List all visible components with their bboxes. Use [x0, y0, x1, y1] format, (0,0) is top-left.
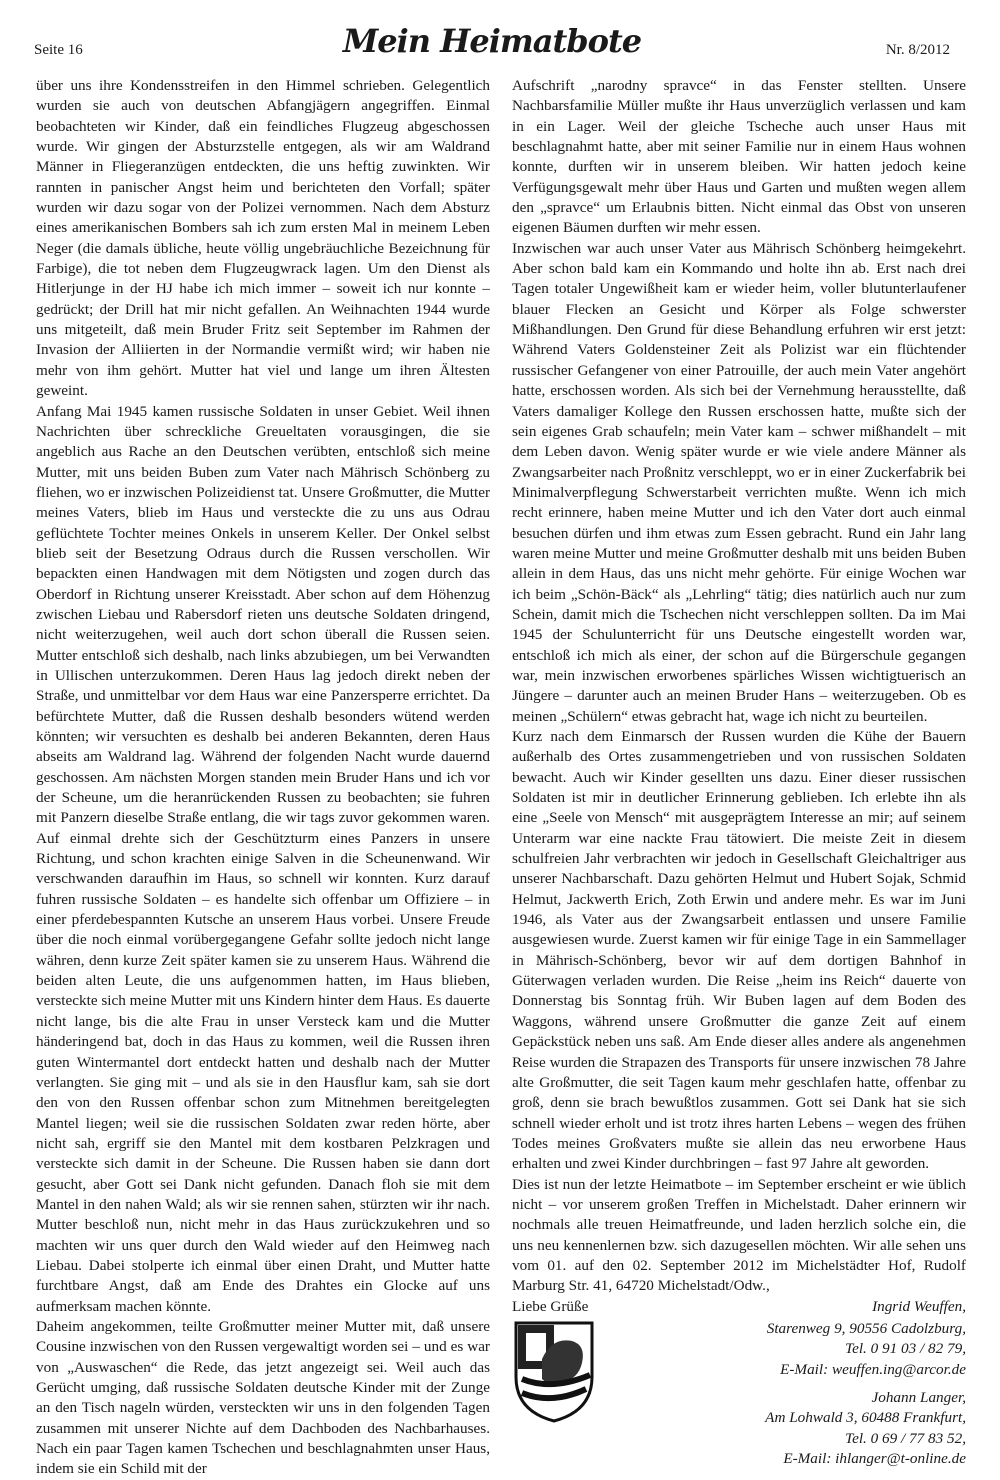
paragraph: über uns ihre Kondensstreifen in den Himmel schrieben. Gelegentlich wurden sie auch von deutschen Abfangjägern angegriffen. Einmal beobachteten wir Kinder, daß ein feindliches Flugzeug abgeschossen wurde. Wir gingen der Absturzstelle entgegen, als wir am Waldrand Männer in Fliegeranzügen entdeckten, die uns heftig zuwinkten. Wir rannten in panischer Angst heim und berichteten den Vorfall; später wurden wir dazu sogar von der Polizei vernommen. Nach dem Absturz eines amerikanischen Bombers sah ich zum ersten Mal in meinem Leben Neger (die damals übliche, heute völlig ungebräuchliche Bezeichnung für Farbige), die tot neben dem Flugzeugwrack lagen. Um den Dienst als Hitlerjunge in der HJ habe ich mich immer – soweit ich nur konnte – gedrückt; der Drill hat mir nicht gefallen. An Weihnachten 1944 wurde uns mitgeteilt, daß mein Bruder Fritz seit September im Rahmen der Invasion der Alliierten in der Normandie vermißt wird; wir haben nie mehr von ihm gehört. Mutter hat viel und lange um ihren Ältesten geweint. [36, 77, 490, 400]
paragraph: Aufschrift „narodny spravce“ in das Fenster stellten. Unsere Nachbarsfamilie Müller mußte ihr Haus unverzüglich verlassen und kam in ein Lager. Weil der gleiche Tscheche auch unser Haus mit beschlagnahmt hatte, aber mit seiner Familie nur in einem Haus wohnen konnte, durften wir in unserem bleiben. Wir hatten jedoch keine Verfügungsgewalt mehr über Haus und Garten und mußten wegen allem den „spravce“ um Erlaubnis bitten. Nicht einmal das Obst von unseren eigenen Bäumen durften wir mehr essen. [512, 77, 966, 237]
signature-name-2: Johann Langer, [871, 1389, 966, 1406]
page-header [34, 22, 950, 66]
contact-details [604, 1319, 966, 1469]
closing-greeting: Liebe Grüße [512, 1297, 589, 1315]
signature-street-2: Am Lohwald 3, 60488 Frankfurt, [765, 1409, 966, 1427]
closing-row [512, 1297, 966, 1317]
signature-tel-2: Tel. 0 69 / 77 83 52, [845, 1429, 966, 1447]
masthead-logo: Mein Heimatbote [342, 22, 642, 60]
page-number: Seite 16 [34, 42, 83, 58]
signature-area [512, 1319, 966, 1469]
signature-email-1[interactable]: E-Mail: weuffen.ing@arcor.de [780, 1360, 966, 1378]
signature-email-2[interactable]: E-Mail: ihlanger@t-online.de [783, 1450, 966, 1468]
issue-number: Nr. 8/2012 [885, 42, 950, 58]
paragraph: Anfang Mai 1945 kamen russische Soldaten in unser Gebiet. Weil ihnen Nachrichten über schreckliche Greueltaten vorausgingen, die sie angeblich aus Rache an den Deutschen verübten, entschloß sich meine Mutter, mit uns beiden Buben zum Vater nach Mährisch Schönberg zu fliehen, wo er inzwischen Polizeidienst tat. Unsere Großmutter, die Mutter meines Vaters, blieb im Haus und versteckte die zu uns aus Odrau geflüchtete Tochter meines Onkels in unserem Keller. Der Onkel selbst blieb seit der Besetzung Odraus durch die Russen verschollen. Wir bepackten einen Handwagen mit dem Nötigsten und zogen durch das Oberdorf in Richtung unserer Kreisstadt. Aber schon auf dem Höhenzug zwischen Liebau und Rabersdorf rieten uns deutsche Soldaten dringend, nicht weiterzugehen, weil auch dort schon überall die Russen seien. Mutter entschloß sich deshalb, nach links abzubiegen, um bei Verwandten in Ullischen unterzukommen. Deren Haus lag jedoch direkt neben der Straße, und unmittelbar vor dem Haus war eine Panzersperre errichtet. Da befürchtete Mutter, daß die Russen deshalb besonders wütend werden könnten; wir versuchten es deshalb bei anderen Bekannten, deren Haus abseits am Waldrand lag. Während der folgenden Nacht wurde dauernd geschossen. Am nächsten Morgen standen mein Bruder Hans und ich vor der Scheune, um die heranrückenden Russen zu beobachten; sie fuhren mit Panzern dieselbe Straße entlang, die wir tags zuvor gekommen waren. Auf einmal drehte sich der Geschützturm eines Panzers in unsere Richtung, und schon krachten einige Salven in die Scheunenwand. Wir verschwanden daraufhin im Haus, so schnell wir konnten. Kurz darauf fuhren russische Soldaten – es handelte sich offenbar um Offiziere – in einer pferdebespannten Kutsche an unserem Haus vorbei. Unsere Freude über die noch einmal vorübergegangene Gefahr sollte jedoch nicht lange währen, denn kurze Zeit später kamen sie zu unserem Haus. Während die beiden alten Leute, die uns aufgenommen hatten, im Haus blieben, versteckte sich meine Mutter mit uns Kindern hinter dem Haus. Es dauerte nicht lange, bis die alte Frau in unser Versteck kam und die Mutter händeringend bat, doch in das Haus zu kommen, weil die Russen ihren guten Wintermantel dort entdeckt hatten und deshalb nach der Mutter verlangten. Sie ging mit – und als sie in den Hausflur kam, sah sie dort den von den Russen offenbar schon zum Mitnehmen bereitgelegten Mantel liegen; weil sie die russischen Soldaten zwar reden hörte, aber nicht sah, ergriff sie den Mantel mit dem kostbaren Pelzkragen und versteckte sich damit in der Scheune. Die Russen haben sie dann dort gesucht, aber Gott sei Dank nicht gefunden. Danach floh sie mit dem Mantel in den nahen Wald; als wir sie rennen sahen, stürzten wir ihr nach. Mutter beschloß nun, nicht mehr in das Haus zurückzukehren und so machten wir uns quer durch den Wald wieder auf den Heimweg nach Liebau. Dabei stolperte ich einmal über einen Draht, und Mutter hatte furchtbare Angst, daß am Ende des Drahtes ein Glocke auf uns aufmerksam machen könnte. [36, 402, 490, 1315]
signature-tel-1: Tel. 0 91 03 / 82 79, [845, 1340, 966, 1358]
left-column [36, 76, 490, 1480]
signature-street-1: Starenweg 9, 90556 Cadolzburg, [766, 1319, 966, 1337]
signature-name-1: Ingrid Weuffen, [872, 1297, 966, 1315]
paragraph: Inzwischen war auch unser Vater aus Mährisch Schönberg heimgekehrt. Aber schon bald kam ein Kommando und holte ihn ab. Erst nach drei Tagen totaler Ungewißheit kam er wieder heim, voller blutunterlaufener blauer Flecken an Gesicht und Körper als Folge schwerster Mißhandlungen. Den Grund für diese Behandlung erfuhren wir erst jetzt: Während Vaters Goldensteiner Zeit als Polizist war ein flüchtender russischer Gefangener von einer Patrouille, der auch mein Vater angehört hatte, erschossen worden. Als sich bei der Vernehmung herausstellte, daß Vaters damaliger Kollege den Russen erschossen hatte, mußte sich der sein eigenes Grab schaufeln; mein Vater kam – schwer mißhandelt – mit dem Leben davon. Wenig später wurde er wie viele andere Männer als Zwangsarbeiter nach Proßnitz verschleppt, wo er in einer Zuckerfabrik bei Minimalverpflegung Schwerstarbeit verrichten mußte. Wenn ich mich recht erinnere, haben meine Mutter und ich den Vater dort auch einmal besuchen dürfen und ihm etwas zum Essen gebracht. Rund ein Jahr lang waren meine Mutter und meine Großmutter deshalb mit uns beiden Buben allein in dem Haus, das uns nicht mehr gehörte. Für einige Wochen war ich beim „Schön-Bäck“ als „Lehrling“ tätig; dies natürlich auch nur zum Schein, damit mich die Tschechen nicht verschleppen sollten. Da im Mai 1945 der Schulunterricht für uns Deutsche eingestellt worden war, entschloß ich mich als einer, der schon auf die Bürgerschule gegangen war, mein inzwischen erworbenes spärliches Wissen wichtigtuerisch an Jüngere – darunter auch an meinen Bruder Hans – weiterzugeben. Ob es meinen „Schülern“ etwas gebracht hat, wage ich nicht zu beurteilen. [512, 239, 966, 725]
paragraph: Dies ist nun der letzte Heimatbote – im September erscheint er wie üblich nicht – vor unserem großen Treffen in Michelstadt. Daher erinnern wir nochmals alle treuen Heimatfreunde, und laden herzlich solche ein, die uns neu kennenlernen bzw. sich dazugesellen möchten. Wir alle sehen uns vom 01. auf den 02. September 2012 im Michelstädter Hof, Rudolf Marburg Str. 41, 64720 Michelstadt/Odw., [512, 1175, 966, 1295]
right-column [512, 76, 966, 1469]
coat-of-arms-icon [512, 1319, 596, 1423]
paragraph: Daheim angekommen, teilte Großmutter meiner Mutter mit, daß unsere Cousine inzwischen von den Russen vergewaltigt worden sei – und es war von „Auswaschen“ die Rede, das jetzt angezeigt sei. Weil auch das Gerücht umging, daß russische Soldaten deutsche Kinder mit der Zunge an den Tisch nageln würden, versteckten wir uns in den folgenden Tagen zusammen mit unserer Nichte auf dem Dachboden des Nachbarhauses. Nach ein paar Tagen kamen Tschechen und beschlagnahmten unser Haus, indem sie ein Schild mit der [36, 1317, 490, 1478]
paragraph: Kurz nach dem Einmarsch der Russen wurden die Kühe der Bauern außerhalb des Ortes zusammengetrieben und von russischen Soldaten bewacht. Auch wir Kinder gesellten uns dazu. Einer dieser russischen Soldaten ist mir in deutlicher Erinnerung geblieben. Ich erlebte ihn als eine „Seele von Mensch“ mit ausgeprägtem Interesse an mir; auf seinem Unterarm war eine nackte Frau tätowiert. Die meiste Zeit in diesem schulfreien Jahr verbrachten wir jedoch in Gesellschaft Gleichaltriger aus unserer Nachbarschaft. Dazu gehörten Helmut und Hubert Sojak, Schmid Helmut, Jackwerth Erich, Zoth Erwin und andere mehr. Es war im Juni 1946, als Vater aus der Zwangsarbeit entlassen und unsere Familie ausgewiesen wurde. Zuerst kamen wir für einige Tage in ein Sammellager in Mährisch-Schönberg, bevor wir auf dem dortigen Bahnhof in Güterwagen verladen wurden. Die Reise „heim ins Reich“ dauerte von Donnerstag bis Sonntag früh. Wir Buben lagen auf dem Boden des Waggons, während unsere Großmutter die ganze Zeit auf einem Gepäckstück neben uns saß. Am Ende dieser alles andere als angenehmen Reise wurden die Strapazen des Transports für unsere inzwischen 78 Jahre alte Großmutter, die seit Tagen kaum mehr geschlafen hatte, offenbar zu groß, denn sie brach bewußtlos zusammen. Gott sei Dank hat sie sich schnell wieder erholt und ist trotz ihres harten Lebens – wegen des frühen Todes meines Großvaters mußte sie allein das neu erworbene Haus erhalten und zwei Kinder durchbringen – fast 97 Jahre alt geworden. [512, 728, 966, 1173]
